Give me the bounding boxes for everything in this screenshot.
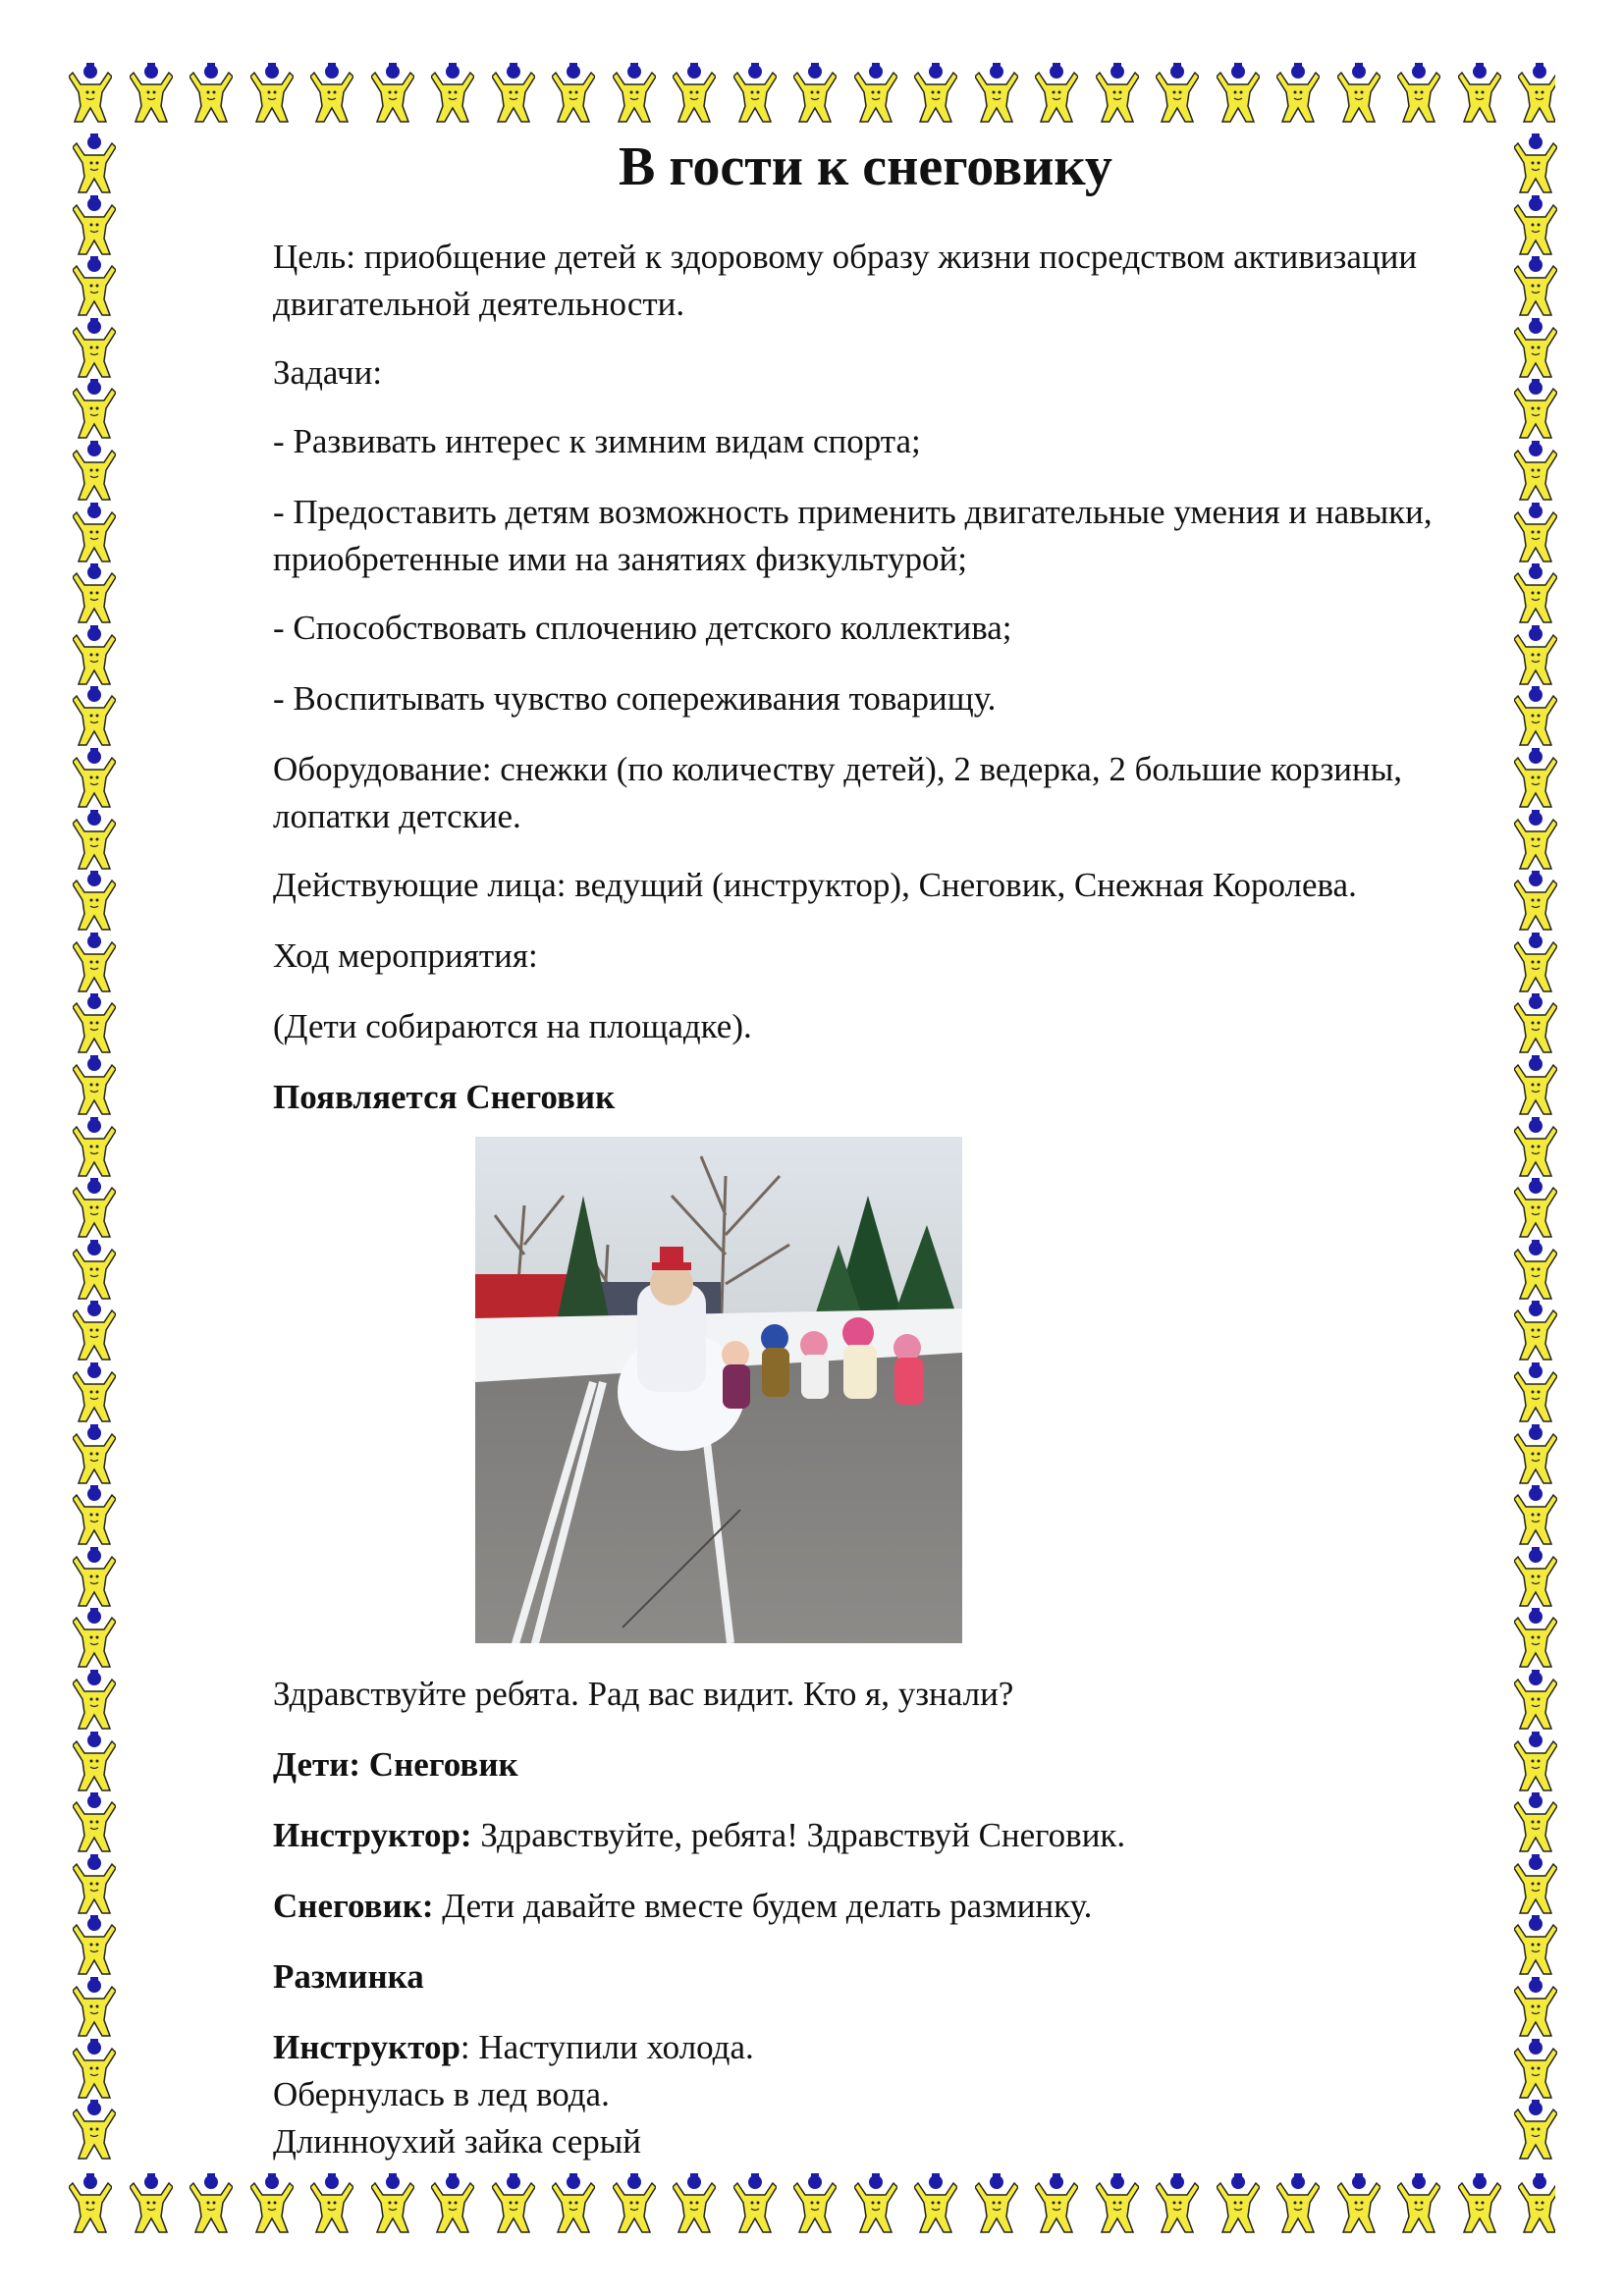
snowman-line xyxy=(273,1883,1500,1930)
cartoon-figure-icon xyxy=(310,2173,353,2234)
cartoon-figure-icon xyxy=(1514,625,1557,686)
cartoon-figure-icon xyxy=(73,379,116,440)
border-right xyxy=(1510,133,1569,2169)
cartoon-figure-icon xyxy=(371,2173,414,2234)
cartoon-figure-icon xyxy=(73,1608,116,1669)
cartoon-figure-icon xyxy=(1514,1547,1557,1608)
cartoon-figure-icon xyxy=(73,441,116,502)
cartoon-figure-icon xyxy=(733,2173,777,2234)
cartoon-figure-icon xyxy=(1156,63,1199,124)
cartoon-figure-icon xyxy=(73,1240,116,1301)
cartoon-figure-icon xyxy=(552,63,595,124)
cartoon-figure-icon xyxy=(189,2173,233,2234)
cartoon-figure-icon xyxy=(1514,1362,1557,1423)
cartoon-figure-icon xyxy=(914,2173,957,2234)
snowman-with-children-image xyxy=(475,1137,962,1643)
cartoon-figure-icon xyxy=(1514,748,1557,809)
cartoon-figure-icon xyxy=(613,63,656,124)
cartoon-figure-icon xyxy=(431,63,474,124)
instructor-line xyxy=(273,1812,1500,1859)
cartoon-figure-icon xyxy=(1514,871,1557,932)
cartoon-figure-icon xyxy=(1514,2100,1557,2161)
cartoon-figure-icon xyxy=(1518,63,1555,124)
course-heading: Ход мероприятия: xyxy=(273,936,538,975)
cartoon-figure-icon xyxy=(1514,1301,1557,1362)
dialogue-text: Дети давайте вместе будем делать разминку. xyxy=(433,1887,1093,1925)
poem-line xyxy=(273,2024,1500,2071)
cartoon-figure-icon xyxy=(1096,63,1139,124)
children-line: Дети: Снеговик xyxy=(273,1745,518,1784)
task-item: - Способствовать сплочению детского коллектива; xyxy=(273,609,1012,647)
cartoon-figure-icon xyxy=(613,2173,656,2234)
speaker-label: Снеговик: xyxy=(273,1887,434,1925)
cartoon-figure-icon xyxy=(371,63,414,124)
cartoon-figure-icon xyxy=(73,503,116,563)
cartoon-figure-icon xyxy=(1514,1792,1557,1853)
cartoon-figure-icon xyxy=(73,318,116,379)
cartoon-figure-icon xyxy=(73,1055,116,1116)
cartoon-figure-icon xyxy=(189,63,233,124)
cartoon-figure-icon xyxy=(492,2173,535,2234)
border-bottom xyxy=(69,2169,1555,2244)
cartoon-figure-icon xyxy=(69,63,112,124)
border-top xyxy=(69,59,1555,133)
cartoon-figure-icon xyxy=(69,2173,112,2234)
poem-line: Обернулась в лед вода. xyxy=(273,2075,610,2113)
cartoon-figure-icon xyxy=(73,686,116,747)
cartoon-figure-icon xyxy=(1514,1424,1557,1485)
cartoon-figure-icon xyxy=(73,810,116,871)
cartoon-figure-icon xyxy=(1217,2173,1260,2234)
cartoon-figure-icon xyxy=(673,2173,716,2234)
cartoon-figure-icon xyxy=(1458,63,1501,124)
cartoon-figure-icon xyxy=(793,2173,837,2234)
cartoon-figure-icon xyxy=(1337,63,1380,124)
cartoon-figure-icon xyxy=(1458,2173,1501,2234)
cartoon-figure-icon xyxy=(73,993,116,1054)
cartoon-figure-icon xyxy=(1514,1732,1557,1792)
cartoon-figure-icon xyxy=(73,1362,116,1423)
cartoon-figure-icon xyxy=(1096,2173,1139,2234)
cartoon-figure-icon xyxy=(975,63,1018,124)
cartoon-figure-icon xyxy=(1514,133,1557,194)
poem-block xyxy=(273,2024,1500,2165)
cartoon-figure-icon xyxy=(1514,1485,1557,1546)
cartoon-figure-icon xyxy=(73,1117,116,1178)
cartoon-figure-icon xyxy=(73,1977,116,2038)
cartoon-figure-icon xyxy=(1514,2039,1557,2100)
page-title: В гости к снеговику xyxy=(619,136,1112,197)
cartoon-figure-icon xyxy=(250,63,294,124)
cartoon-figure-icon xyxy=(975,2173,1018,2234)
cartoon-figure-icon xyxy=(73,933,116,993)
cartoon-figure-icon xyxy=(73,748,116,809)
cartoon-figure-icon xyxy=(1514,686,1557,747)
cartoon-figure-icon xyxy=(1337,2173,1380,2234)
warmup-heading: Разминка xyxy=(273,1957,424,1996)
cartoon-figure-icon xyxy=(1514,379,1557,440)
cartoon-figure-icon xyxy=(552,2173,595,2234)
cartoon-figure-icon xyxy=(1276,63,1320,124)
cartoon-figure-icon xyxy=(73,1915,116,1976)
task-item: - Предоставить детям возможность применить двигательные умения и навыки, приобретенные ими на занятиях физкультурой; xyxy=(273,493,1433,578)
cartoon-figure-icon xyxy=(73,2100,116,2161)
cartoon-figure-icon xyxy=(73,256,116,317)
cartoon-figure-icon xyxy=(1156,2173,1199,2234)
cartoon-figure-icon xyxy=(854,63,897,124)
cartoon-figure-icon xyxy=(1514,256,1557,317)
cartoon-figure-icon xyxy=(73,871,116,932)
cartoon-figure-icon xyxy=(733,63,777,124)
poem-line: Длинноухий зайка серый xyxy=(273,2122,642,2161)
goal-paragraph: Цель: приобщение детей к здоровому образу жизни посредством активизации двигательной деятельности. xyxy=(273,238,1418,323)
cartoon-figure-icon xyxy=(1514,1915,1557,1976)
cartoon-figure-icon xyxy=(431,2173,474,2234)
cartoon-figure-icon xyxy=(73,1670,116,1731)
cartoon-figure-icon xyxy=(1514,195,1557,256)
cartoon-figure-icon xyxy=(793,63,837,124)
cartoon-figure-icon xyxy=(854,2173,897,2234)
cartoon-figure-icon xyxy=(1035,2173,1078,2234)
characters-paragraph: Действующие лица: ведущий (инструктор), Снеговик, Снежная Королева. xyxy=(273,866,1357,904)
cartoon-figure-icon xyxy=(1518,2173,1555,2234)
cartoon-figure-icon xyxy=(1514,1240,1557,1301)
cartoon-figure-icon xyxy=(73,1547,116,1608)
cartoon-figure-icon xyxy=(73,1301,116,1362)
cartoon-figure-icon xyxy=(914,63,957,124)
cartoon-figure-icon xyxy=(73,1424,116,1485)
poem-text: : Наступили холода. xyxy=(460,2028,754,2066)
cartoon-figure-icon xyxy=(1514,1608,1557,1669)
tasks-heading: Задачи: xyxy=(273,353,383,392)
cartoon-figure-icon xyxy=(250,2173,294,2234)
cartoon-figure-icon xyxy=(673,63,716,124)
cartoon-figure-icon xyxy=(1514,1854,1557,1915)
cartoon-figure-icon xyxy=(1514,1055,1557,1116)
task-item: - Воспитывать чувство сопереживания товарищу. xyxy=(273,679,997,718)
task-item: - Развивать интерес к зимним видам спорта; xyxy=(273,422,921,460)
cartoon-figure-icon xyxy=(1514,810,1557,871)
stage-direction: (Дети собираются на площадке). xyxy=(273,1007,752,1045)
cartoon-figure-icon xyxy=(73,1485,116,1546)
dialogue-text: Здравствуйте, ребята! Здравствуй Снеговик. xyxy=(471,1816,1126,1854)
cartoon-figure-icon xyxy=(1514,933,1557,993)
cartoon-figure-icon xyxy=(1397,63,1440,124)
speaker-label: Инструктор: xyxy=(273,1816,472,1854)
cartoon-figure-icon xyxy=(1035,63,1078,124)
cartoon-figure-icon xyxy=(1514,318,1557,379)
cartoon-figure-icon xyxy=(73,625,116,686)
cartoon-figure-icon xyxy=(1514,1670,1557,1731)
snowman-appears-heading: Появляется Снеговик xyxy=(273,1078,616,1116)
cartoon-figure-icon xyxy=(1276,2173,1320,2234)
speaker-label: Инструктор xyxy=(273,2028,460,2066)
cartoon-figure-icon xyxy=(130,63,173,124)
cartoon-figure-icon xyxy=(1217,63,1260,124)
cartoon-figure-icon xyxy=(1514,1977,1557,2038)
snowman-photo xyxy=(475,1137,962,1643)
cartoon-figure-icon xyxy=(1514,503,1557,563)
cartoon-figure-icon xyxy=(1514,1178,1557,1239)
cartoon-figure-icon xyxy=(1514,1117,1557,1178)
cartoon-figure-icon xyxy=(73,195,116,256)
cartoon-figure-icon xyxy=(73,2039,116,2100)
cartoon-figure-icon xyxy=(73,563,116,624)
cartoon-figure-icon xyxy=(73,133,116,194)
cartoon-figure-icon xyxy=(1514,441,1557,502)
cartoon-figure-icon xyxy=(1514,993,1557,1054)
cartoon-figure-icon xyxy=(73,1178,116,1239)
cartoon-figure-icon xyxy=(310,63,353,124)
cartoon-figure-icon xyxy=(1514,563,1557,624)
cartoon-figure-icon xyxy=(130,2173,173,2234)
greeting-line: Здравствуйте ребята. Рад вас видит. Кто я, узнали? xyxy=(273,1675,1014,1713)
border-left xyxy=(69,133,128,2169)
cartoon-figure-icon xyxy=(492,63,535,124)
equipment-paragraph: Оборудование: снежки (по количеству детей), 2 ведерка, 2 большие корзины, лопатки детские. xyxy=(273,750,1403,835)
cartoon-figure-icon xyxy=(73,1854,116,1915)
cartoon-figure-icon xyxy=(73,1792,116,1853)
cartoon-figure-icon xyxy=(73,1732,116,1792)
cartoon-figure-icon xyxy=(1397,2173,1440,2234)
